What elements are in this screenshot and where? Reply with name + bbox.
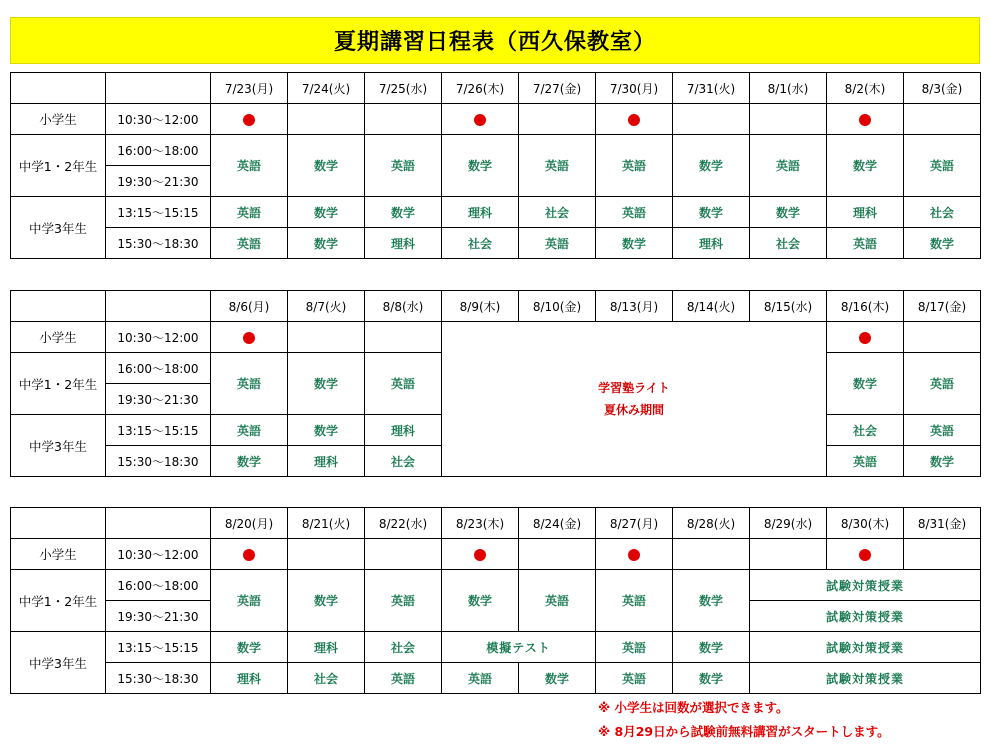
subject-cell: 数学 — [288, 570, 365, 632]
subject-cell: 理科 — [288, 446, 365, 477]
date-cell: 8/23(木) — [442, 508, 519, 539]
session-cell — [519, 104, 596, 135]
session-cell — [904, 322, 981, 353]
time-slot: 16:00〜18:00 — [106, 353, 211, 384]
subject-cell: 数学 — [288, 197, 365, 228]
category-elementary: 小学生 — [11, 539, 106, 570]
category-jh12: 中学1・2年生 — [11, 135, 106, 197]
subject-cell: 数学 — [288, 228, 365, 259]
subject-cell: 数学 — [673, 135, 750, 197]
subject-cell: 理科 — [673, 228, 750, 259]
closed-line-2: 夏休み期間 — [603, 403, 664, 417]
subject-cell: 数学 — [750, 197, 827, 228]
subject-cell: 数学 — [904, 228, 981, 259]
subject-cell: 英語 — [750, 135, 827, 197]
date-cell: 8/6(月) — [211, 291, 288, 322]
subject-cell: 社会 — [519, 197, 596, 228]
subject-cell: 英語 — [904, 135, 981, 197]
jh3-row-2 — [11, 663, 981, 694]
category-elementary: 小学生 — [11, 322, 106, 353]
category-jh3: 中学3年生 — [11, 197, 106, 259]
category-jh3: 中学3年生 — [11, 632, 106, 694]
time-slot: 15:30〜18:30 — [106, 228, 211, 259]
date-cell: 8/9(木) — [442, 291, 519, 322]
exam-prep-cell: 試験対策授業 — [750, 663, 981, 694]
date-cell: 8/14(火) — [673, 291, 750, 322]
time-slot: 19:30〜21:30 — [106, 601, 211, 632]
subject-cell: 社会 — [442, 228, 519, 259]
date-cell: 8/21(火) — [288, 508, 365, 539]
date-cell: 8/7(火) — [288, 291, 365, 322]
subject-cell: 数学 — [673, 663, 750, 694]
time-slot: 16:00〜18:00 — [106, 570, 211, 601]
subject-cell: 数学 — [211, 446, 288, 477]
date-cell: 8/31(金) — [904, 508, 981, 539]
subject-cell: 英語 — [211, 353, 288, 415]
category-jh12: 中学1・2年生 — [11, 353, 106, 415]
subject-cell: 数学 — [442, 570, 519, 632]
subject-cell: 数学 — [519, 663, 596, 694]
time-slot: 10:30〜12:00 — [106, 322, 211, 353]
date-cell: 8/30(木) — [827, 508, 904, 539]
session-cell — [596, 539, 673, 570]
subject-cell: 英語 — [596, 570, 673, 632]
subject-cell: 英語 — [365, 135, 442, 197]
schedule-table-week1 — [10, 72, 981, 259]
empty-header-cell — [11, 73, 106, 104]
time-slot: 19:30〜21:30 — [106, 384, 211, 415]
red-dot-icon — [859, 114, 871, 126]
subject-cell: 数学 — [673, 570, 750, 632]
date-cell: 8/10(金) — [519, 291, 596, 322]
date-header-row — [11, 73, 981, 104]
session-cell — [442, 104, 519, 135]
subject-cell: 英語 — [211, 415, 288, 446]
subject-cell: 英語 — [211, 570, 288, 632]
time-slot: 15:30〜18:30 — [106, 663, 211, 694]
page-title: 夏期講習日程表（西久保教室） — [10, 17, 980, 64]
date-cell: 7/23(月) — [211, 73, 288, 104]
date-cell: 7/24(火) — [288, 73, 365, 104]
time-slot: 13:15〜15:15 — [106, 197, 211, 228]
jh3-row — [11, 197, 981, 228]
category-jh12: 中学1・2年生 — [11, 570, 106, 632]
red-dot-icon — [628, 549, 640, 561]
session-cell — [442, 539, 519, 570]
subject-cell: 英語 — [596, 632, 673, 663]
date-cell: 8/2(木) — [827, 73, 904, 104]
session-cell — [827, 539, 904, 570]
red-dot-icon — [474, 114, 486, 126]
subject-cell: 英語 — [827, 228, 904, 259]
subject-cell: 英語 — [519, 570, 596, 632]
subject-cell: 英語 — [519, 135, 596, 197]
time-slot: 15:30〜18:30 — [106, 446, 211, 477]
time-slot: 10:30〜12:00 — [106, 104, 211, 135]
jh3-row-2 — [11, 228, 981, 259]
session-cell — [750, 539, 827, 570]
session-cell — [827, 104, 904, 135]
subject-cell: 英語 — [519, 228, 596, 259]
time-slot: 16:00〜18:00 — [106, 135, 211, 166]
empty-header-cell — [106, 73, 211, 104]
jh12-row — [11, 135, 981, 166]
subject-cell: 数学 — [827, 353, 904, 415]
session-cell — [211, 104, 288, 135]
subject-cell: 社会 — [288, 663, 365, 694]
empty-header-cell — [106, 291, 211, 322]
schedule-table-week3 — [10, 507, 981, 694]
exam-prep-cell: 試験対策授業 — [750, 601, 981, 632]
time-slot: 13:15〜15:15 — [106, 415, 211, 446]
subject-cell: 社会 — [827, 415, 904, 446]
closed-line-1: 学習塾ライト — [598, 381, 670, 395]
date-cell: 8/17(金) — [904, 291, 981, 322]
subject-cell: 数学 — [288, 135, 365, 197]
subject-cell: 数学 — [442, 135, 519, 197]
session-cell — [596, 104, 673, 135]
time-slot: 13:15〜15:15 — [106, 632, 211, 663]
session-cell — [288, 539, 365, 570]
session-cell — [211, 322, 288, 353]
subject-cell: 数学 — [673, 632, 750, 663]
subject-cell: 英語 — [365, 570, 442, 632]
subject-cell: 理科 — [827, 197, 904, 228]
session-cell — [827, 322, 904, 353]
notice-free-exam-prep: ※ 8月29日から試験前無料講習がスタートします。 — [598, 724, 890, 739]
date-cell: 8/24(金) — [519, 508, 596, 539]
red-dot-icon — [474, 549, 486, 561]
subject-cell: 数学 — [827, 135, 904, 197]
subject-cell: 英語 — [596, 135, 673, 197]
session-cell — [519, 539, 596, 570]
subject-cell: 社会 — [904, 197, 981, 228]
category-elementary: 小学生 — [11, 104, 106, 135]
date-cell: 8/1(水) — [750, 73, 827, 104]
session-cell — [288, 104, 365, 135]
date-cell: 7/26(木) — [442, 73, 519, 104]
empty-header-cell — [106, 508, 211, 539]
subject-cell: 社会 — [750, 228, 827, 259]
jh12-row — [11, 570, 981, 601]
date-cell: 8/13(月) — [596, 291, 673, 322]
subject-cell: 数学 — [288, 353, 365, 415]
subject-cell: 理科 — [211, 663, 288, 694]
subject-cell: 社会 — [365, 446, 442, 477]
subject-cell: 数学 — [904, 446, 981, 477]
session-cell — [673, 104, 750, 135]
session-cell — [288, 322, 365, 353]
subject-cell: 数学 — [673, 197, 750, 228]
date-cell: 8/28(火) — [673, 508, 750, 539]
session-cell — [904, 104, 981, 135]
subject-cell: 数学 — [211, 632, 288, 663]
subject-cell: 理科 — [442, 197, 519, 228]
date-cell: 8/29(水) — [750, 508, 827, 539]
session-cell — [365, 539, 442, 570]
subject-cell: 理科 — [365, 415, 442, 446]
notice-elementary-selectable: ※ 小学生は回数が選択できます。 — [598, 700, 789, 715]
time-slot: 19:30〜21:30 — [106, 166, 211, 197]
subject-cell: 数学 — [365, 197, 442, 228]
subject-cell: 英語 — [904, 415, 981, 446]
session-cell — [904, 539, 981, 570]
elementary-row — [11, 539, 981, 570]
red-dot-icon — [243, 332, 255, 344]
schedule-table-week2 — [10, 290, 981, 477]
date-cell: 8/22(水) — [365, 508, 442, 539]
date-header-row — [11, 291, 981, 322]
exam-prep-cell: 試験対策授業 — [750, 632, 981, 663]
subject-cell: 社会 — [365, 632, 442, 663]
subject-cell: 英語 — [211, 228, 288, 259]
session-cell — [211, 539, 288, 570]
date-cell: 8/3(金) — [904, 73, 981, 104]
date-cell: 8/15(水) — [750, 291, 827, 322]
red-dot-icon — [243, 549, 255, 561]
subject-cell: 数学 — [288, 415, 365, 446]
closed-period-notice — [442, 322, 827, 477]
date-cell: 7/30(月) — [596, 73, 673, 104]
exam-prep-cell: 試験対策授業 — [750, 570, 981, 601]
date-cell: 7/27(金) — [519, 73, 596, 104]
session-cell — [750, 104, 827, 135]
elementary-row — [11, 104, 981, 135]
subject-cell: 英語 — [365, 663, 442, 694]
date-cell: 8/20(月) — [211, 508, 288, 539]
jh3-row — [11, 632, 981, 663]
red-dot-icon — [859, 549, 871, 561]
subject-cell: 英語 — [596, 197, 673, 228]
date-cell: 7/31(火) — [673, 73, 750, 104]
red-dot-icon — [859, 332, 871, 344]
red-dot-icon — [243, 114, 255, 126]
mock-test-cell: 模擬テスト — [442, 632, 596, 663]
date-cell: 8/27(月) — [596, 508, 673, 539]
subject-cell: 理科 — [288, 632, 365, 663]
session-cell — [365, 322, 442, 353]
session-cell — [673, 539, 750, 570]
red-dot-icon — [628, 114, 640, 126]
date-cell: 8/16(木) — [827, 291, 904, 322]
session-cell — [365, 104, 442, 135]
subject-cell: 英語 — [211, 135, 288, 197]
subject-cell: 英語 — [365, 353, 442, 415]
date-cell: 7/25(水) — [365, 73, 442, 104]
empty-header-cell — [11, 508, 106, 539]
subject-cell: 英語 — [211, 197, 288, 228]
time-slot: 10:30〜12:00 — [106, 539, 211, 570]
subject-cell: 英語 — [904, 353, 981, 415]
subject-cell: 数学 — [596, 228, 673, 259]
subject-cell: 英語 — [442, 663, 519, 694]
subject-cell: 理科 — [365, 228, 442, 259]
subject-cell: 英語 — [827, 446, 904, 477]
category-jh3: 中学3年生 — [11, 415, 106, 477]
date-cell: 8/8(水) — [365, 291, 442, 322]
date-header-row — [11, 508, 981, 539]
empty-header-cell — [11, 291, 106, 322]
elementary-row — [11, 322, 981, 353]
subject-cell: 英語 — [596, 663, 673, 694]
